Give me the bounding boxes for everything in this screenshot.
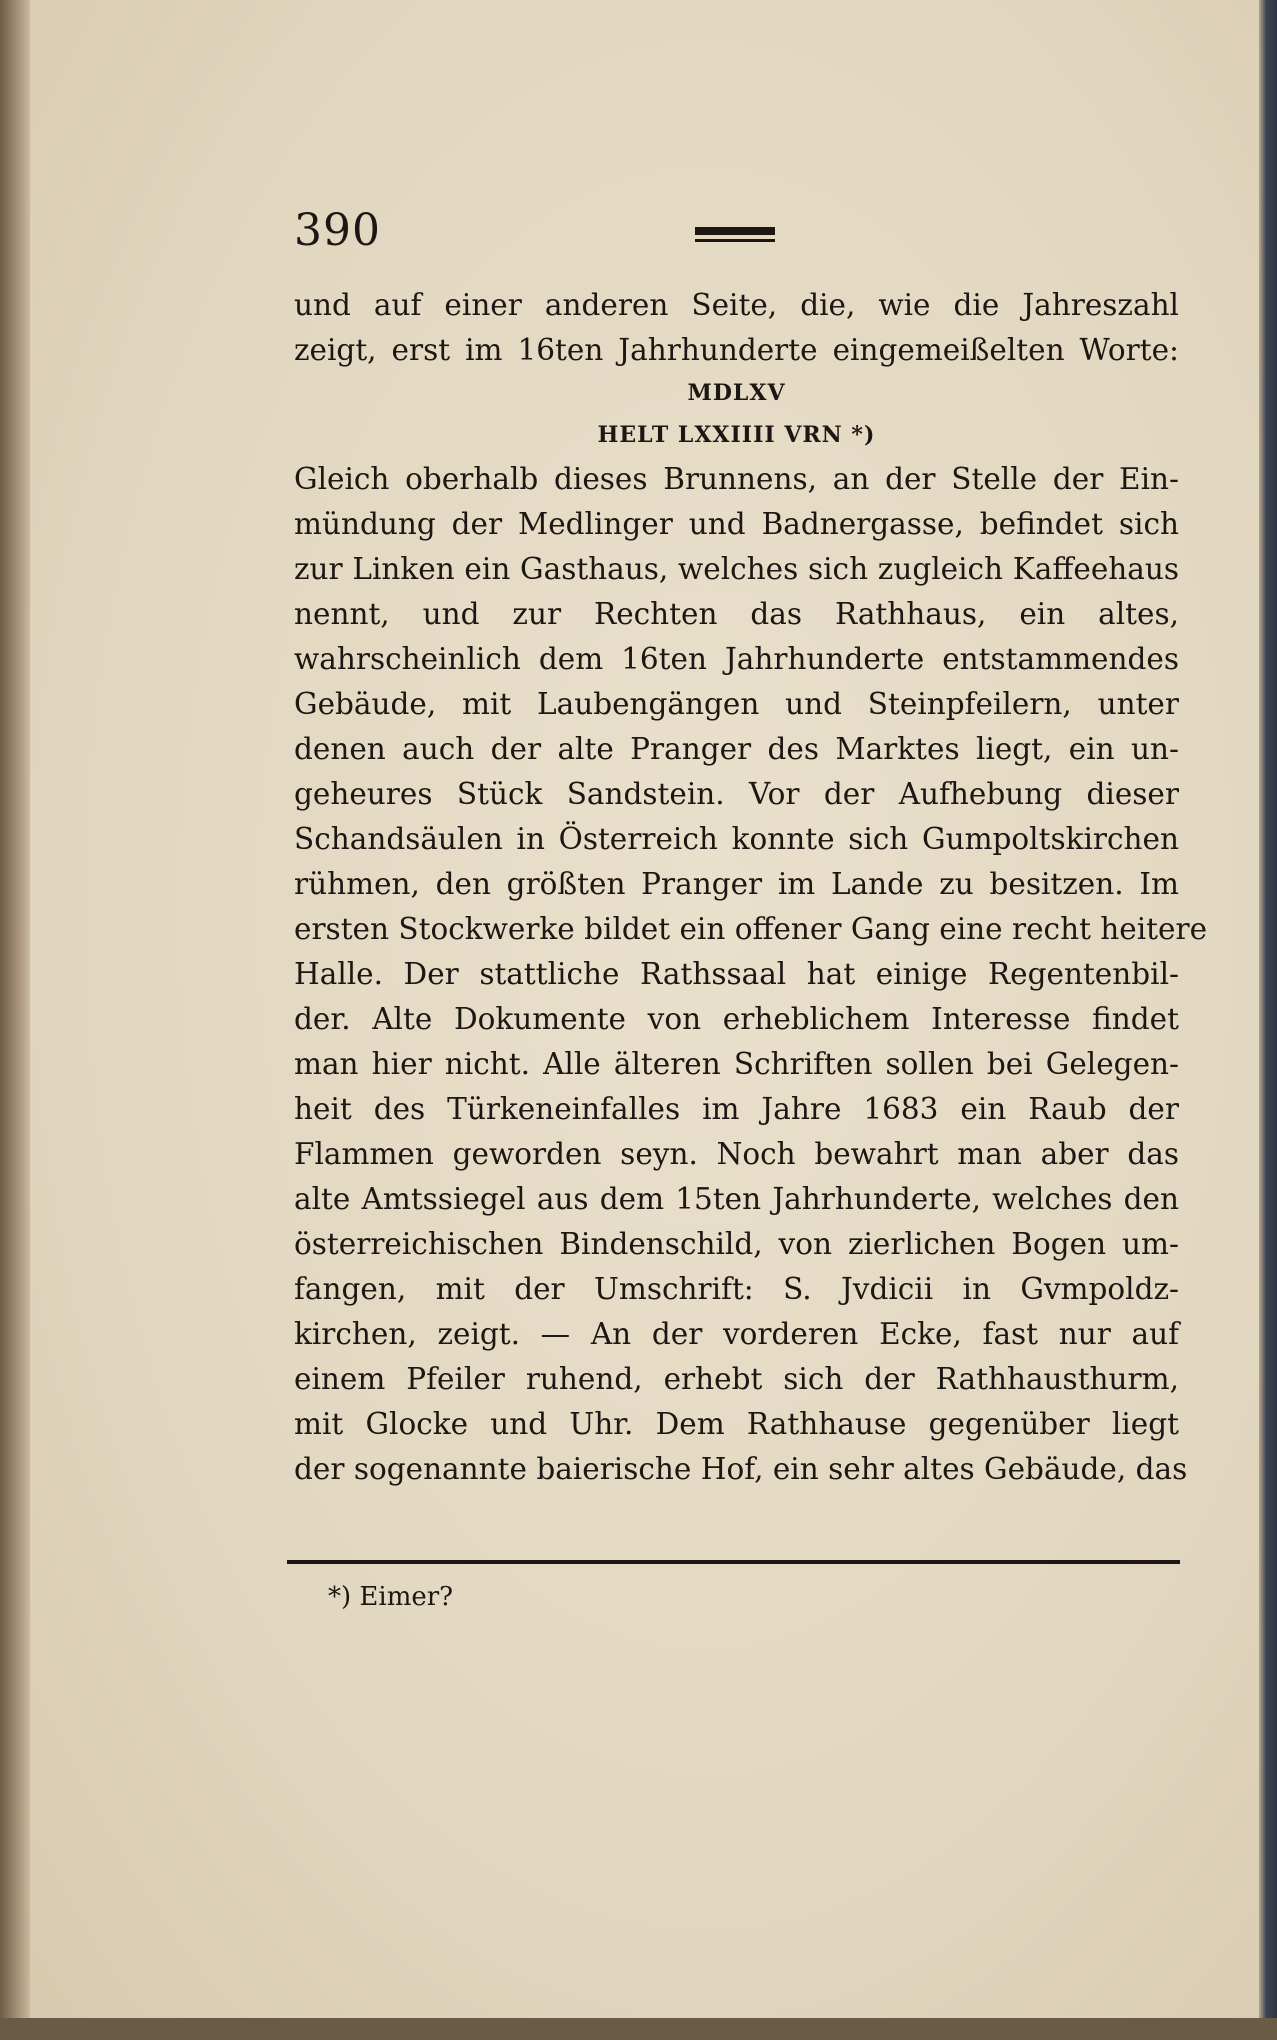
- body-text: [294, 283, 1208, 1492]
- text-line: der sogenannte baierische Hof, ein sehr altes Gebäude, das: [294, 1452, 1188, 1486]
- header-ornament-rule-lower: [695, 239, 775, 242]
- text-line: Gebäude, mit Laubengängen und Steinpfeilern, unter: [294, 687, 1179, 721]
- text-line: mündung der Medlinger und Badnergasse, befindet sich: [294, 507, 1179, 541]
- text-line: HELT LXXIIII VRN *): [597, 422, 876, 448]
- header-ornament-rule: [695, 227, 775, 235]
- text-line: denen auch der alte Pranger des Marktes liegt, ein un-: [294, 732, 1179, 766]
- text-line: zeigt, erst im 16ten Jahrhunderte eingemeißelten Worte:: [294, 333, 1179, 367]
- text-line: Halle. Der stattliche Rathssaal hat einige Regentenbil-: [294, 957, 1179, 991]
- text-line: wahrscheinlich dem 16ten Jahrhunderte entstammendes: [294, 642, 1179, 676]
- text-line: ersten Stockwerke bildet ein offener Gang eine recht heitere: [294, 912, 1208, 946]
- book-edge-right: [1259, 0, 1277, 2040]
- book-bottom-edge: [0, 2018, 1277, 2040]
- text-line: nennt, und zur Rechten das Rathhaus, ein altes,: [294, 597, 1179, 631]
- text-line: alte Amtssiegel aus dem 15ten Jahrhunderte, welches den: [294, 1182, 1179, 1216]
- footnote-rule: [287, 1560, 1180, 1564]
- text-line: kirchen, zeigt. — An der vorderen Ecke, fast nur auf: [294, 1317, 1179, 1351]
- text-line: mit Glocke und Uhr. Dem Rathhause gegenüber liegt: [294, 1407, 1179, 1441]
- text-line: geheures Stück Sandstein. Vor der Aufhebung dieser: [294, 777, 1179, 811]
- text-line: Gleich oberhalb dieses Brunnens, an der Stelle der Ein-: [294, 462, 1179, 496]
- book-page: [30, 0, 1259, 2018]
- footnote: *) Eimer?: [328, 1582, 454, 1612]
- text-line: zur Linken ein Gasthaus, welches sich zugleich Kaffeehaus: [294, 552, 1179, 586]
- text-line: heit des Türkeneinfalles im Jahre 1683 ein Raub der: [294, 1092, 1179, 1126]
- text-line: MDLXV: [687, 380, 786, 406]
- page-number: 390: [294, 205, 381, 256]
- text-line: Flammen geworden seyn. Noch bewahrt man aber das: [294, 1137, 1179, 1171]
- text-line: fangen, mit der Umschrift: S. Jvdicii in Gvmpoldz-: [294, 1272, 1179, 1306]
- text-line: man hier nicht. Alle älteren Schriften sollen bei Gelegen-: [294, 1047, 1179, 1081]
- text-line: einem Pfeiler ruhend, erhebt sich der Rathhausthurm,: [294, 1362, 1179, 1396]
- text-line: österreichischen Bindenschild, von zierlichen Bogen um-: [294, 1227, 1179, 1261]
- text-line: Schandsäulen in Österreich konnte sich Gumpoltskirchen: [294, 822, 1179, 856]
- page-header: [260, 205, 1180, 265]
- text-line: und auf einer anderen Seite, die, wie die Jahreszahl: [294, 288, 1179, 322]
- book-edge-left: [0, 0, 30, 2040]
- text-line: der. Alte Dokumente von erheblichem Interesse findet: [294, 1002, 1179, 1036]
- text-line: rühmen, den größten Pranger im Lande zu besitzen. Im: [294, 867, 1179, 901]
